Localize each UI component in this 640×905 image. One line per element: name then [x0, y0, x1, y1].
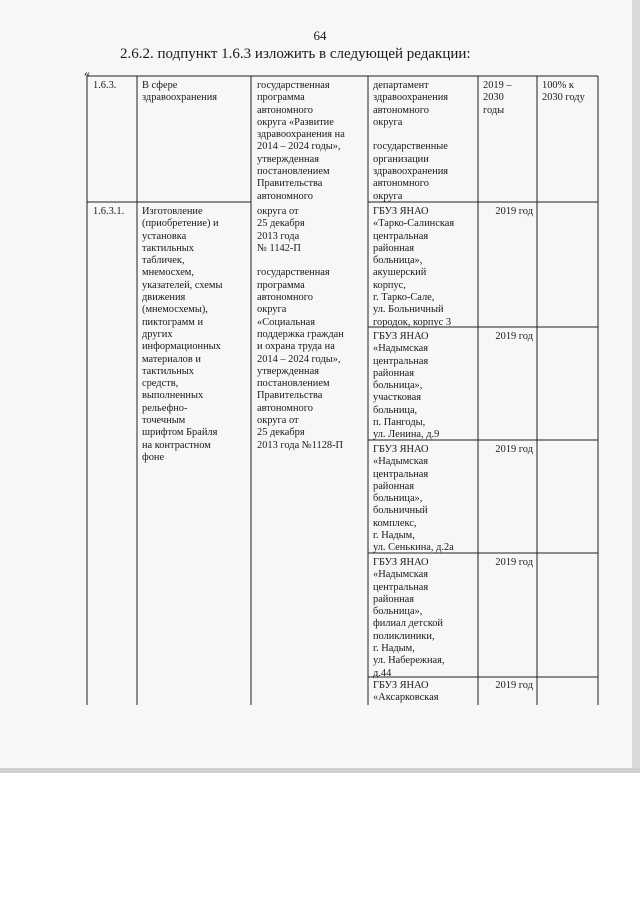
program-cell-top: государственная программа автономного округа «Развитие здравоохранения на 2014 – 2024 годы», утвержденная постановлением Правительства автономного [257, 80, 345, 202]
period-cell: 2019 – 2030 годы [483, 80, 512, 116]
indicator-cell: 100% к 2030 году [542, 80, 585, 104]
page-edge-shadow [632, 0, 640, 772]
year-cell-5: 2019 год [495, 680, 533, 691]
measure-cell: Изготовление (приобретение) и установка тактильных табличек, мнемосхем, указателей, схемы движения (мнемосхемы), пиктограмм и других информационных материалов и тактильных средств, выполненных рельефно- точечным шрифтом Брайля на контрастном фоне [142, 206, 223, 463]
executor-cell-tarko-sale: ГБУЗ ЯНАО «Тарко-Салинская центральная районная больница», акушерский корпус, г. Тарко-Сале, ул. Больничный городок, корпус 3 [373, 206, 455, 328]
page-number: 64 [313, 28, 327, 43]
executor-cell-pangody: ГБУЗ ЯНАО «Надымская центральная районная больница», участковая больница, п. Пангоды, ул. Ленина, д.9 [373, 331, 440, 441]
program-cell-continued: округа от 25 декабря 2013 года № 1142-П государственная программа автономного округа «Социальная поддержка граждан и охрана труда на 2014 – 2024 годы», утвержденная постановлением Правительства автономного округа от 25 декабря 2013 года №1128-П [257, 206, 344, 451]
page-bottom-edge [0, 768, 640, 773]
executor-cell-1-6-3: департамент здравоохранения автономного округа государственные организации здравоохранения автономного округа [373, 80, 449, 202]
section-heading: 2.6.2. подпункт 1.6.3 изложить в следующей редакции: [120, 46, 471, 62]
executor-cell-nadym-complex: ГБУЗ ЯНАО «Надымская центральная районная больница», больничный комплекс, г. Надым, ул. Сенькина, д.2а [373, 444, 454, 554]
area-cell: В сфере здравоохранения [142, 80, 218, 104]
opening-quote: « [84, 66, 90, 80]
year-cell-2: 2019 год [495, 331, 533, 342]
row-number-1-6-3-1: 1.6.3.1. [93, 206, 125, 217]
year-cell-1: 2019 год [495, 206, 533, 217]
year-cell-4: 2019 год [495, 557, 533, 568]
year-cell-3: 2019 год [495, 444, 533, 455]
executor-cell-aksarka: ГБУЗ ЯНАО «Аксарковская [373, 680, 439, 704]
executor-cell-nadym-polyclinic: ГБУЗ ЯНАО «Надымская центральная районная больница», филиал детской поликлиники, г. Надым, ул. Набережная, д.44 [373, 557, 445, 679]
row-number-1-6-3: 1.6.3. [93, 80, 117, 91]
